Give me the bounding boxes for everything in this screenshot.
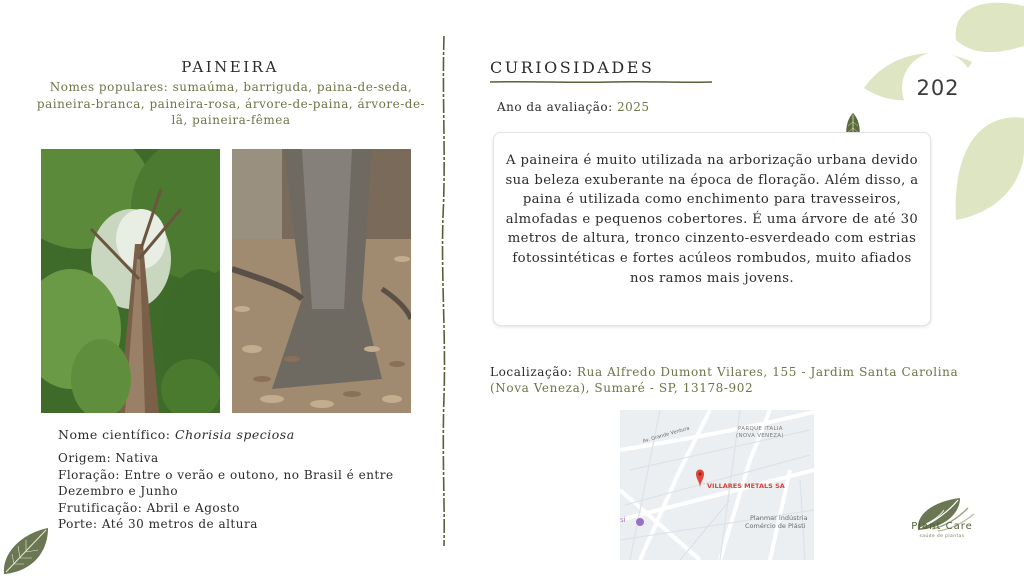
scientific-name <box>58 427 295 442</box>
map-street-label: Av. Grande Ventura <box>642 425 691 445</box>
map-area-label-2: (NOVA VENEZA) <box>736 433 784 439</box>
location-map[interactable] <box>620 410 814 560</box>
curiosities-title: CURIOSIDADES <box>490 58 655 77</box>
popular-names: Nomes populares: sumaúma, barriguda, paina-de-seda, paineira-branca, paineira-rosa, árvore-de-paina, árvore-de-lã, paineira-fêmea <box>36 80 426 127</box>
plant-title: PAINEIRA <box>181 58 279 76</box>
location-text <box>490 365 970 396</box>
location-label: Localização: <box>490 365 573 379</box>
brand-tagline: saúde de plantas <box>919 534 965 539</box>
decorative-leaf-bottom-left <box>0 524 52 576</box>
map-area-label-1: PARQUE ITALIA <box>738 426 783 432</box>
map-edge-label: si <box>620 516 626 524</box>
scientific-name-value: Chorisia speciosa <box>175 427 295 442</box>
column-divider <box>438 36 450 546</box>
location-address: Rua Alfredo Dumont Vilares, 155 - Jardim Santa Carolina (Nova Veneza), Sumaré - SP, 13178-902 <box>490 365 959 395</box>
flowering-text: Floração: Entre o verão e outono, no Brasil é entre Dezembro e Junho <box>58 467 394 498</box>
plant-details <box>58 450 398 533</box>
evaluation-year <box>497 100 650 114</box>
curiosities-box <box>493 132 931 326</box>
tree-canopy-photo <box>41 149 220 413</box>
map-place-label-1: Planmar Indústria <box>750 514 808 522</box>
curiosities-underline <box>490 79 712 85</box>
scientific-name-label: Nome científico: <box>58 427 171 442</box>
year-value: 2025 <box>616 100 650 114</box>
origin-text: Origem: Nativa <box>58 451 159 465</box>
year-label: Ano da avaliação: <box>497 100 613 114</box>
fruiting-text: Frutificação: Abril e Agosto <box>58 500 240 515</box>
curiosities-text: A paineira é muito utilizada na arborização urbana devido sua beleza exuberante na época de floração. Além disso, a paina é utilizada como enchimento para travesseiros, almofadas e pequenos cobertores. É uma árvore de até 30 metros de altura, tronco cinzento-esverdeado com estrias fotossintéticas e fortes acúleos rombudos, muito afiados nos ramos mais jovens. <box>505 153 919 286</box>
page-number: 202 <box>916 76 960 100</box>
map-pin-label: VILLARES METALS SA <box>707 482 785 490</box>
tree-trunk-photo <box>232 149 411 413</box>
size-text: Porte: Até 30 metros de altura <box>58 517 258 531</box>
map-place-label-2: Comércio de Plásti <box>745 522 806 530</box>
brand-name: Plant Care <box>911 521 973 532</box>
